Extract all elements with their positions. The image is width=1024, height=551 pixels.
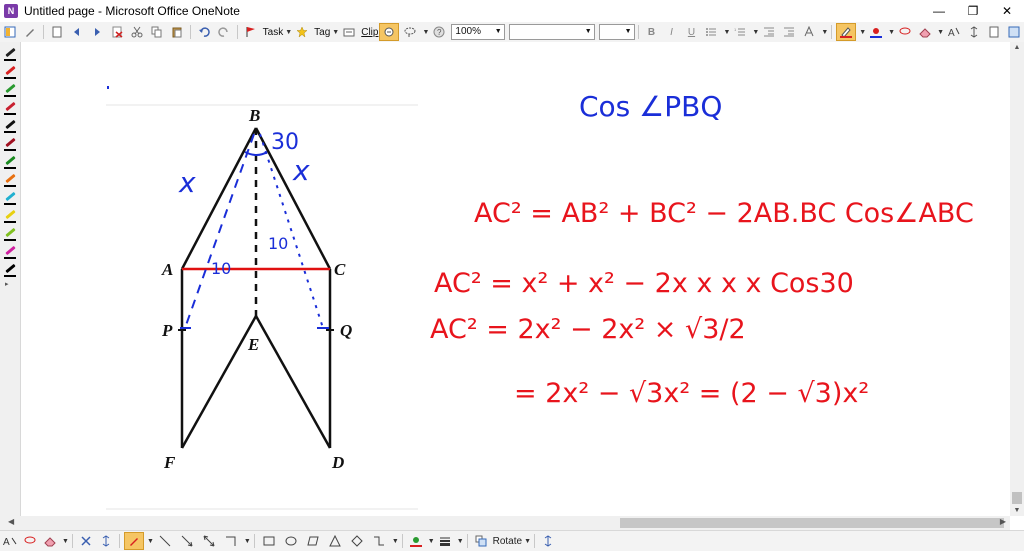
ink-ten-right: 10 bbox=[268, 234, 289, 253]
clip-icon[interactable] bbox=[340, 24, 358, 40]
svg-text:A: A bbox=[948, 28, 955, 38]
decrease-indent-icon[interactable] bbox=[760, 24, 778, 40]
lasso-select-icon[interactable] bbox=[401, 24, 419, 40]
ink-x-right: x bbox=[293, 154, 310, 187]
arrow-tool-icon[interactable] bbox=[177, 533, 197, 549]
line-tool-icon[interactable] bbox=[155, 533, 175, 549]
task-label[interactable]: Task bbox=[262, 26, 284, 38]
window-title: Untitled page - Microsoft Office OneNote bbox=[24, 4, 240, 18]
vertical-scrollbar[interactable] bbox=[1010, 42, 1024, 516]
ink-to-text-icon[interactable] bbox=[945, 24, 963, 40]
ink-layer bbox=[21, 42, 1010, 516]
window-controls bbox=[922, 0, 1024, 22]
parallelogram-tool-icon[interactable] bbox=[303, 533, 323, 549]
font-name-select[interactable] bbox=[509, 24, 595, 40]
ink-angle-30: 30 bbox=[271, 130, 299, 155]
standard-toolbar bbox=[0, 22, 1024, 43]
scroll-up-icon[interactable]: ▲ bbox=[1013, 44, 1021, 51]
ink-dotted-bq bbox=[260, 134, 323, 328]
connector-tool-icon[interactable] bbox=[369, 533, 389, 549]
full-page-view-icon[interactable] bbox=[1005, 24, 1023, 40]
draw-pen-active-icon[interactable] bbox=[124, 532, 144, 550]
pen-color-icon[interactable] bbox=[867, 24, 885, 40]
numbering-dropdown-icon[interactable]: ▼ bbox=[752, 28, 760, 36]
text-style-icon[interactable] bbox=[800, 24, 818, 40]
increase-indent-icon[interactable] bbox=[780, 24, 798, 40]
forward-arrow-icon[interactable] bbox=[88, 24, 106, 40]
pen-red-icon[interactable] bbox=[3, 66, 17, 80]
draw-select-icon[interactable] bbox=[77, 533, 95, 549]
svg-text:1: 1 bbox=[734, 27, 737, 32]
arrange-icon[interactable] bbox=[472, 533, 490, 549]
pen-orange-icon[interactable] bbox=[3, 174, 17, 188]
label-f: F bbox=[164, 453, 176, 472]
vertical-scroll-thumb[interactable] bbox=[1012, 492, 1022, 504]
numbering-icon[interactable] bbox=[731, 24, 749, 40]
copy-icon[interactable] bbox=[148, 24, 166, 40]
diamond-tool-icon[interactable] bbox=[347, 533, 367, 549]
pen-black-marker-icon[interactable] bbox=[3, 264, 17, 278]
label-d: D bbox=[332, 453, 345, 472]
ink-ten-left: 10 bbox=[211, 259, 232, 278]
note-page-canvas[interactable] bbox=[21, 42, 1010, 516]
triangle-tool-icon[interactable] bbox=[325, 533, 345, 549]
horizontal-scrollbar[interactable] bbox=[0, 516, 1010, 530]
redo-icon[interactable] bbox=[215, 24, 233, 40]
line-weight-dropdown-icon[interactable]: ▼ bbox=[456, 537, 464, 545]
ink-dashed-bp bbox=[185, 134, 254, 328]
ellipse-tool-icon[interactable] bbox=[281, 533, 301, 549]
back-arrow-icon[interactable] bbox=[68, 24, 86, 40]
pen-darkred-icon[interactable] bbox=[3, 138, 17, 152]
axis-tool-icon[interactable] bbox=[221, 533, 241, 549]
task-dropdown-icon[interactable]: ▼ bbox=[285, 28, 293, 36]
zoom-dropdown-icon[interactable]: ▼ bbox=[494, 28, 502, 35]
clip-label[interactable]: Clip bbox=[361, 26, 379, 38]
undo-icon[interactable] bbox=[195, 24, 213, 40]
font-size-select[interactable] bbox=[599, 24, 635, 40]
scroll-left-icon[interactable]: ◀ bbox=[8, 517, 15, 526]
pen-green-thick-icon[interactable] bbox=[3, 156, 17, 170]
bullets-dropdown-icon[interactable]: ▼ bbox=[723, 28, 731, 36]
shapes-dropdown-icon[interactable]: ▼ bbox=[391, 537, 399, 545]
page-view-icon[interactable] bbox=[1, 24, 19, 40]
onenote-app-icon: N bbox=[4, 4, 18, 18]
ink-text-icon[interactable] bbox=[1, 533, 19, 549]
pen-mode-icon[interactable] bbox=[21, 24, 39, 40]
scroll-down-icon[interactable]: ▼ bbox=[1013, 507, 1021, 514]
ink-equation-line-1: AC² = AB² + BC² − 2AB.BC Cos∠ABC bbox=[474, 198, 974, 229]
bold-button[interactable]: B bbox=[647, 26, 656, 38]
text-style-dropdown-icon[interactable]: ▼ bbox=[821, 28, 829, 36]
tag-dropdown-icon[interactable]: ▼ bbox=[332, 28, 340, 36]
ink-equation-line-3: AC² = 2x² − 2x² × √3/2 bbox=[430, 314, 746, 345]
shape-color-dropdown-icon[interactable]: ▼ bbox=[427, 537, 435, 545]
ink-heading-cos-pbq: Cos ∠PBQ bbox=[579, 90, 723, 123]
page-setup-icon[interactable] bbox=[985, 24, 1003, 40]
lasso-icon[interactable] bbox=[896, 24, 914, 40]
tag-label[interactable]: Tag bbox=[314, 26, 331, 38]
palette-more-icon[interactable]: ▸ bbox=[5, 281, 9, 288]
new-page-icon[interactable] bbox=[48, 24, 66, 40]
pen-black-icon[interactable] bbox=[3, 48, 17, 62]
highlight-icon[interactable] bbox=[836, 23, 856, 41]
task-flag-icon[interactable] bbox=[242, 24, 260, 40]
underline-button[interactable]: U bbox=[687, 26, 696, 38]
more-tools-icon[interactable] bbox=[539, 533, 557, 549]
tag-star-icon[interactable] bbox=[293, 24, 311, 40]
draw-insert-space-icon[interactable] bbox=[97, 533, 115, 549]
delete-icon[interactable] bbox=[108, 24, 126, 40]
zoom-select[interactable] bbox=[451, 24, 504, 40]
restore-button[interactable]: ❐ bbox=[967, 4, 979, 18]
pen-palette bbox=[0, 42, 21, 516]
svg-text:A: A bbox=[3, 537, 10, 547]
svg-text:?: ? bbox=[437, 28, 442, 37]
pen-green-icon[interactable] bbox=[3, 84, 17, 98]
rotate-label[interactable]: Rotate bbox=[492, 535, 523, 547]
font-name-dropdown-icon[interactable]: ▼ bbox=[584, 28, 592, 35]
shape-color-icon[interactable] bbox=[407, 533, 425, 549]
ink-equation-line-2: AC² = x² + x² − 2x x x x Cos30 bbox=[434, 268, 854, 299]
draw-eraser-icon[interactable] bbox=[41, 533, 59, 549]
font-size-dropdown-icon[interactable]: ▼ bbox=[624, 28, 632, 35]
eraser-dropdown-icon[interactable]: ▼ bbox=[937, 28, 944, 36]
draw-lasso-icon[interactable] bbox=[21, 533, 39, 549]
double-arrow-tool-icon[interactable] bbox=[199, 533, 219, 549]
axis-dropdown-icon[interactable]: ▼ bbox=[243, 537, 251, 545]
pen-yellow-icon[interactable] bbox=[3, 210, 17, 224]
label-c: C bbox=[334, 260, 346, 279]
draw-pen-dropdown-icon[interactable]: ▼ bbox=[146, 537, 154, 545]
pen-dropdown-icon[interactable]: ▼ bbox=[422, 28, 430, 36]
rectangle-tool-icon[interactable] bbox=[259, 533, 279, 549]
help-icon[interactable] bbox=[430, 24, 448, 40]
pen-black-thick-icon[interactable] bbox=[3, 120, 17, 134]
ink-angle-arc bbox=[245, 152, 267, 155]
close-button[interactable]: ✕ bbox=[1001, 4, 1013, 18]
horizontal-scroll-thumb[interactable] bbox=[620, 518, 1004, 528]
title-bar bbox=[0, 0, 1024, 22]
label-q: Q bbox=[340, 321, 353, 340]
cut-icon[interactable] bbox=[128, 24, 146, 40]
label-e: E bbox=[248, 335, 260, 354]
line-weight-icon[interactable] bbox=[436, 533, 454, 549]
highlight-dropdown-icon[interactable]: ▼ bbox=[859, 28, 867, 36]
pen-cyan-icon[interactable] bbox=[3, 192, 17, 206]
zoom-value: 100% bbox=[455, 26, 481, 37]
label-p: P bbox=[162, 321, 173, 340]
rotate-dropdown-icon[interactable]: ▼ bbox=[524, 537, 532, 545]
label-b: B bbox=[249, 106, 261, 125]
insert-space-icon[interactable] bbox=[965, 24, 983, 40]
minimize-button[interactable]: — bbox=[933, 4, 945, 18]
pen-red-thin-icon[interactable] bbox=[3, 102, 17, 116]
paste-icon[interactable] bbox=[168, 24, 186, 40]
eraser-icon[interactable] bbox=[916, 24, 934, 40]
drawing-toolbar bbox=[0, 530, 1024, 551]
ink-equation-line-4: = 2x² − √3x² = (2 − √3)x² bbox=[514, 378, 870, 409]
ink-x-left: x bbox=[179, 166, 196, 199]
pen-magenta-icon[interactable] bbox=[3, 246, 17, 260]
pen-tool-icon[interactable] bbox=[379, 23, 399, 41]
pen-color-dropdown-icon[interactable]: ▼ bbox=[888, 28, 896, 36]
scroll-right-icon[interactable]: ▶ bbox=[999, 517, 1006, 526]
label-a: A bbox=[162, 260, 174, 279]
bullets-icon[interactable] bbox=[702, 24, 720, 40]
pen-lime-icon[interactable] bbox=[3, 228, 17, 242]
draw-eraser-dropdown-icon[interactable]: ▼ bbox=[62, 537, 69, 545]
italic-button[interactable]: I bbox=[670, 26, 673, 38]
